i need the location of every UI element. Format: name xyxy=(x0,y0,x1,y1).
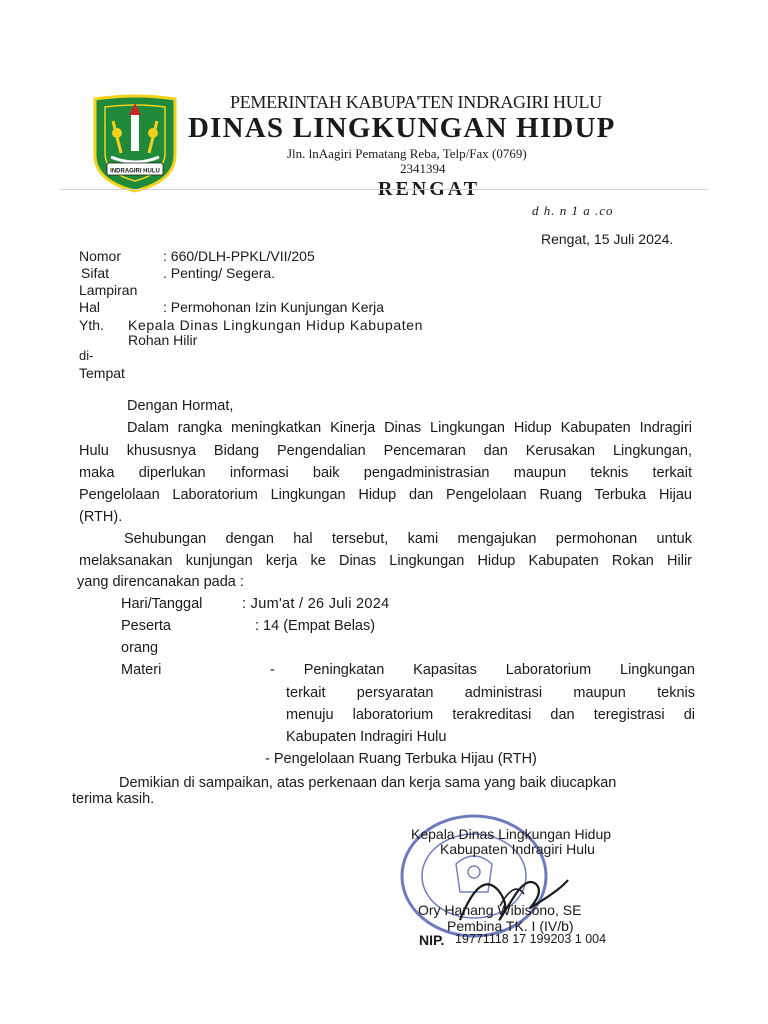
closing-line-2: terima kasih. xyxy=(72,791,155,807)
closing-line-1: Demikian di sampaikan, atas perkenaan dan kerja sama yang baik diucapkan xyxy=(119,775,617,791)
signatory-title-2: Kabupaten Indragiri Hulu xyxy=(440,841,595,857)
materi-label: Materi xyxy=(121,662,162,678)
materi-item-1-line: terkait persyaratan administrasi maupun teknis xyxy=(286,685,695,701)
materi-item-2: - Pengelolaan Ruang Terbuka Hijau (RTH) xyxy=(265,751,537,767)
nip-label: NIP. xyxy=(419,932,445,948)
sifat-label: Sifat xyxy=(81,265,110,281)
tempat-label: Tempat xyxy=(79,365,125,381)
signatory-rank: Pembina TK. I (IV/b) xyxy=(447,918,574,934)
peserta-value: : 14 (Empat Belas) xyxy=(255,618,376,634)
lampiran-label: Lampiran xyxy=(79,282,138,298)
letter-date: Rengat, 15 Juli 2024. xyxy=(541,231,674,247)
hari-label: Hari/Tanggal xyxy=(121,596,203,612)
di-label: di- xyxy=(79,348,94,363)
logo-banner: INDRAGIRI HULU xyxy=(110,168,160,175)
paragraph-2-line: Sehubungan dengan hal tersebut, kami mengajukan permohonan untuk xyxy=(124,531,692,547)
hari-value: : Jum'at / 26 Juli 2024 xyxy=(242,596,390,612)
materi-item-1-line: menuju laboratorium terakreditasi dan teregistrasi di xyxy=(286,707,695,723)
signatory-title-1: Kepala Dinas Lingkungan Hidup xyxy=(411,826,612,842)
yth-label: Yth. xyxy=(79,317,104,333)
paragraph-1-line: Dalam rangka meningkatkan Kinerja Dinas Lingkungan Hidup Kabupaten Indragiri xyxy=(127,420,692,436)
paragraph-1-line: (RTH). xyxy=(79,509,123,525)
sifat-value: . Penting/ Segera. xyxy=(163,265,276,281)
government-line: PEMERINTAH KABUPA'TEN INDRAGIRI HULU xyxy=(230,92,602,112)
hal-value: : Permohonan Izin Kunjungan Kerja xyxy=(163,299,385,315)
peserta-label: Peserta xyxy=(121,618,171,634)
paragraph-2-line: yang direncanakan pada : xyxy=(77,574,244,590)
paragraph-1-line: maka diperlukan informasi baik pengadministrasian maupun teknis terkait xyxy=(79,465,692,481)
nomor-label: Nomor xyxy=(79,248,122,264)
hal-label: Hal xyxy=(79,299,101,315)
misc-line: d h. n 1 a .co xyxy=(532,203,614,218)
recipient-line-2: Rohan Hilir xyxy=(128,332,198,348)
paragraph-2-line: melaksanakan kunjungan kerja ke Dinas Lingkungan Hidup Kabupaten Rokan Hilir xyxy=(79,553,692,569)
paragraph-1-line: Pengelolaan Laboratorium Lingkungan Hidup dan Pengelolaan Ruang Terbuka Hijau xyxy=(79,487,692,503)
greeting: Dengan Hormat, xyxy=(127,398,234,414)
agency-name: DINAS LINGKUNGAN HIDUP xyxy=(188,112,616,144)
address-line-2: 2341394 xyxy=(400,161,446,176)
nomor-value: : 660/DLH-PPKL/VII/205 xyxy=(163,248,315,264)
city-name: RENGAT xyxy=(378,178,481,200)
nip-value: 19771118 17 199203 1 004 xyxy=(455,932,607,946)
regency-logo xyxy=(91,93,179,193)
materi-item-1-line: Kabupaten Indragiri Hulu xyxy=(286,729,447,745)
paragraph-1-line: Hulu khususnya Bidang Pengendalian Pencemaran dan Kerusakan Lingkungan, xyxy=(79,443,692,459)
header-divider xyxy=(60,189,708,190)
address-line-1: Jln. lnAagiri Pematang Reba, Telp/Fax (0769) xyxy=(287,146,527,161)
peserta-continuation: orang xyxy=(121,640,159,656)
recipient-line-1: Kepala Dinas Lingkungan Hidup Kabupaten xyxy=(128,317,424,333)
materi-item-1-line: - Peningkatan Kapasitas Laboratorium Lingkungan xyxy=(270,662,695,678)
signatory-name: Ory Hanang Wibisono, SE xyxy=(418,902,582,918)
